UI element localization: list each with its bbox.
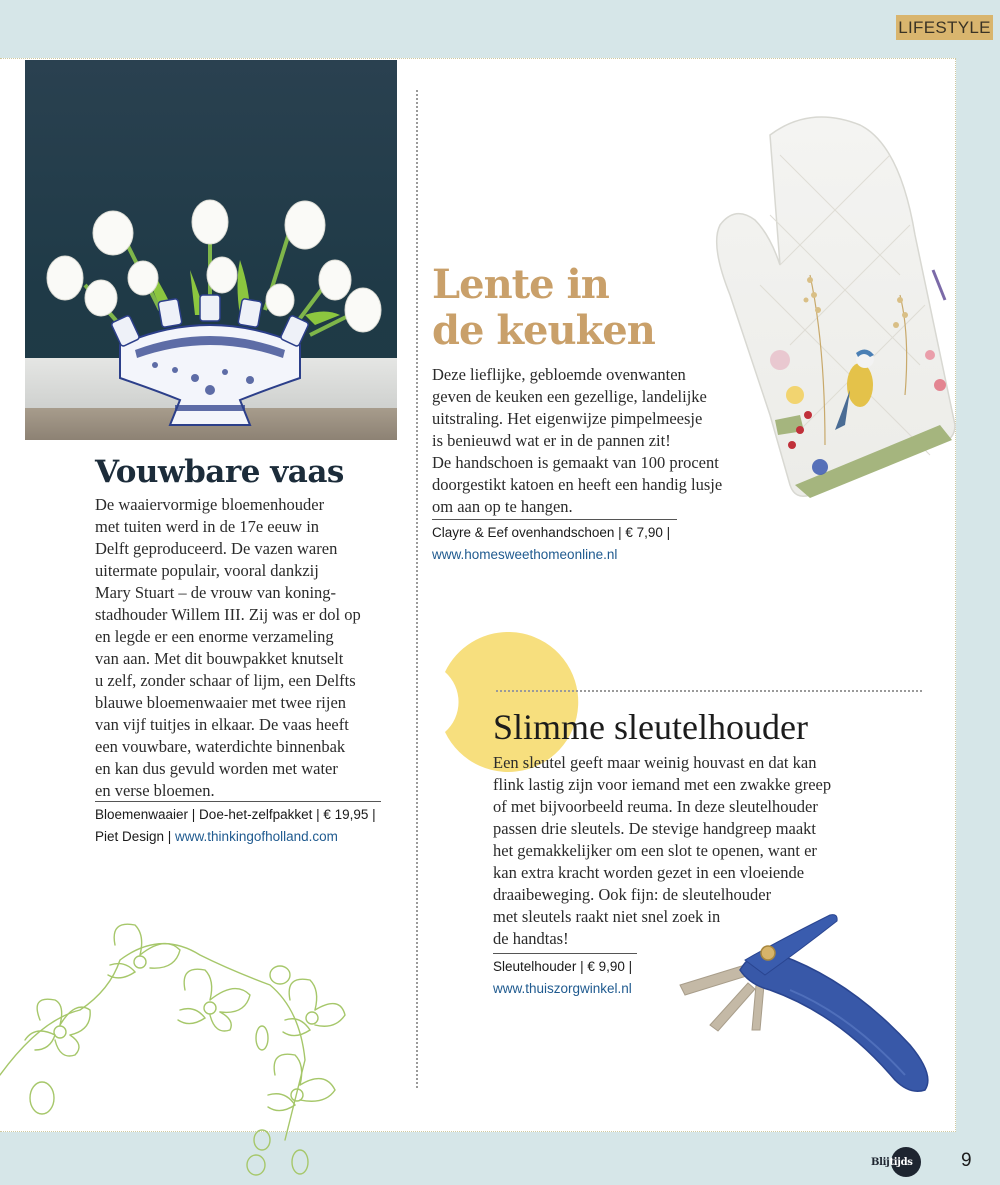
lente-article-body [432,364,772,518]
orchid-flower [25,999,90,1056]
sleutel-article-title: Slimme sleutelhouder [493,707,808,747]
section-divider [496,690,922,692]
tulip [47,256,83,300]
lente-article-title [432,262,702,354]
body-line: van vijf tuitjes in elkaar. De vaas heeft [95,715,349,734]
credit-line: Clayre & Eef ovenhandschoen | € 7,90 | [432,525,671,540]
yellow-circle-decoration [440,632,580,772]
body-line: u zelf, zonder schaar of lijm, een Delfts [95,671,356,690]
magazine-logo [871,1147,941,1177]
lente-credit [432,522,692,566]
logo-text [871,1157,913,1168]
body-line: De waaiervormige bloemenhouder [95,495,325,514]
body-line: is benieuwd wat er in de pannen zit! [432,431,671,450]
section-label: LIFESTYLE [896,15,993,40]
body-line: kan extra kracht worden gezet in een vloeiende [493,863,805,882]
body-line: Delft geproduceerd. De vazen waren [95,539,338,558]
body-line: stadhouder Willem III. Zij was er dol op [95,605,361,624]
logo-text-right: tijds [889,1156,913,1168]
lente-shop-link[interactable]: www.homesweethomeonline.nl [432,547,618,562]
sleutel-shop-link[interactable]: www.thuiszorgwinkel.nl [493,981,632,996]
body-line: geven de keuken een gezellige, landelijke [432,387,707,406]
body-line: passen drie sleutels. De stevige handgreep maakt [493,819,817,838]
credit-rule [493,953,637,954]
body-line: met tuiten werd in de 17e eeuw in [95,517,320,536]
body-line: of met bijvoorbeeld reuma. In deze sleutelhouder [493,797,818,816]
credit-line: Bloemenwaaier | Doe-het-zelfpakket | € 19,95 | [95,807,376,822]
page-number: 9 [961,1150,972,1171]
tulip-vase-illustration [25,60,397,440]
body-line: flink lastig zijn voor iemand met een zwakke greep [493,775,832,794]
credit-line: Sleutelhouder | € 9,90 | [493,959,633,974]
credit-line [95,826,395,848]
column-divider [416,90,418,1088]
body-line: en verse bloemen. [95,781,215,800]
body-line: Mary Stuart – de vrouw van koning- [95,583,337,602]
orchid-decoration [0,900,370,1180]
body-line: doorgestikt katoen en heeft een handig lusje [432,475,723,494]
body-line: van aan. Met dit bouwpakket knutselt [95,649,344,668]
body-line: uitstraling. Het eigenwijze pimpelmeesje [432,409,703,428]
body-line: en legde er een enorme verzameling [95,627,334,646]
body-line: om aan op te hangen. [432,497,573,516]
body-line: en kan dus gevuld worden met water [95,759,338,778]
vase-article-title: Vouwbare vaas [95,454,344,490]
body-line: met sleutels raakt niet snel zoek in [493,907,721,926]
body-line: Deze lieflijke, gebloemde ovenwanten [432,365,686,384]
credit-rule [432,519,677,520]
title-line: de keuken [432,307,655,354]
credit-rule [95,801,381,802]
body-line: Een sleutel geeft maar weinig houvast en dat kan [493,753,817,772]
body-line: De handschoen is gemaakt van 100 procent [432,453,719,472]
body-line: een vouwbare, waterdichte binnenbak [95,737,346,756]
body-line: het gemakkelijker om een slot te openen, want er [493,841,817,860]
vase-credit [95,804,395,848]
vase-shop-link[interactable]: www.thinkingofholland.com [175,829,338,844]
credit-brand: Piet Design | [95,829,176,844]
body-line: de handtas! [493,929,569,948]
logo-text-left: Blij [871,1156,890,1168]
vase-photo [25,60,397,440]
body-line: uitermate populair, vooral dankzij [95,561,319,580]
body-line: draaibeweging. Ook fijn: de sleutelhouder [493,885,772,904]
vase-article-body [95,494,395,802]
sleutel-credit [493,956,653,1000]
title-line: Lente in [432,261,609,308]
body-line: blauwe bloemenwaaier met twee rijen [95,693,347,712]
key-holder-image [670,905,950,1095]
